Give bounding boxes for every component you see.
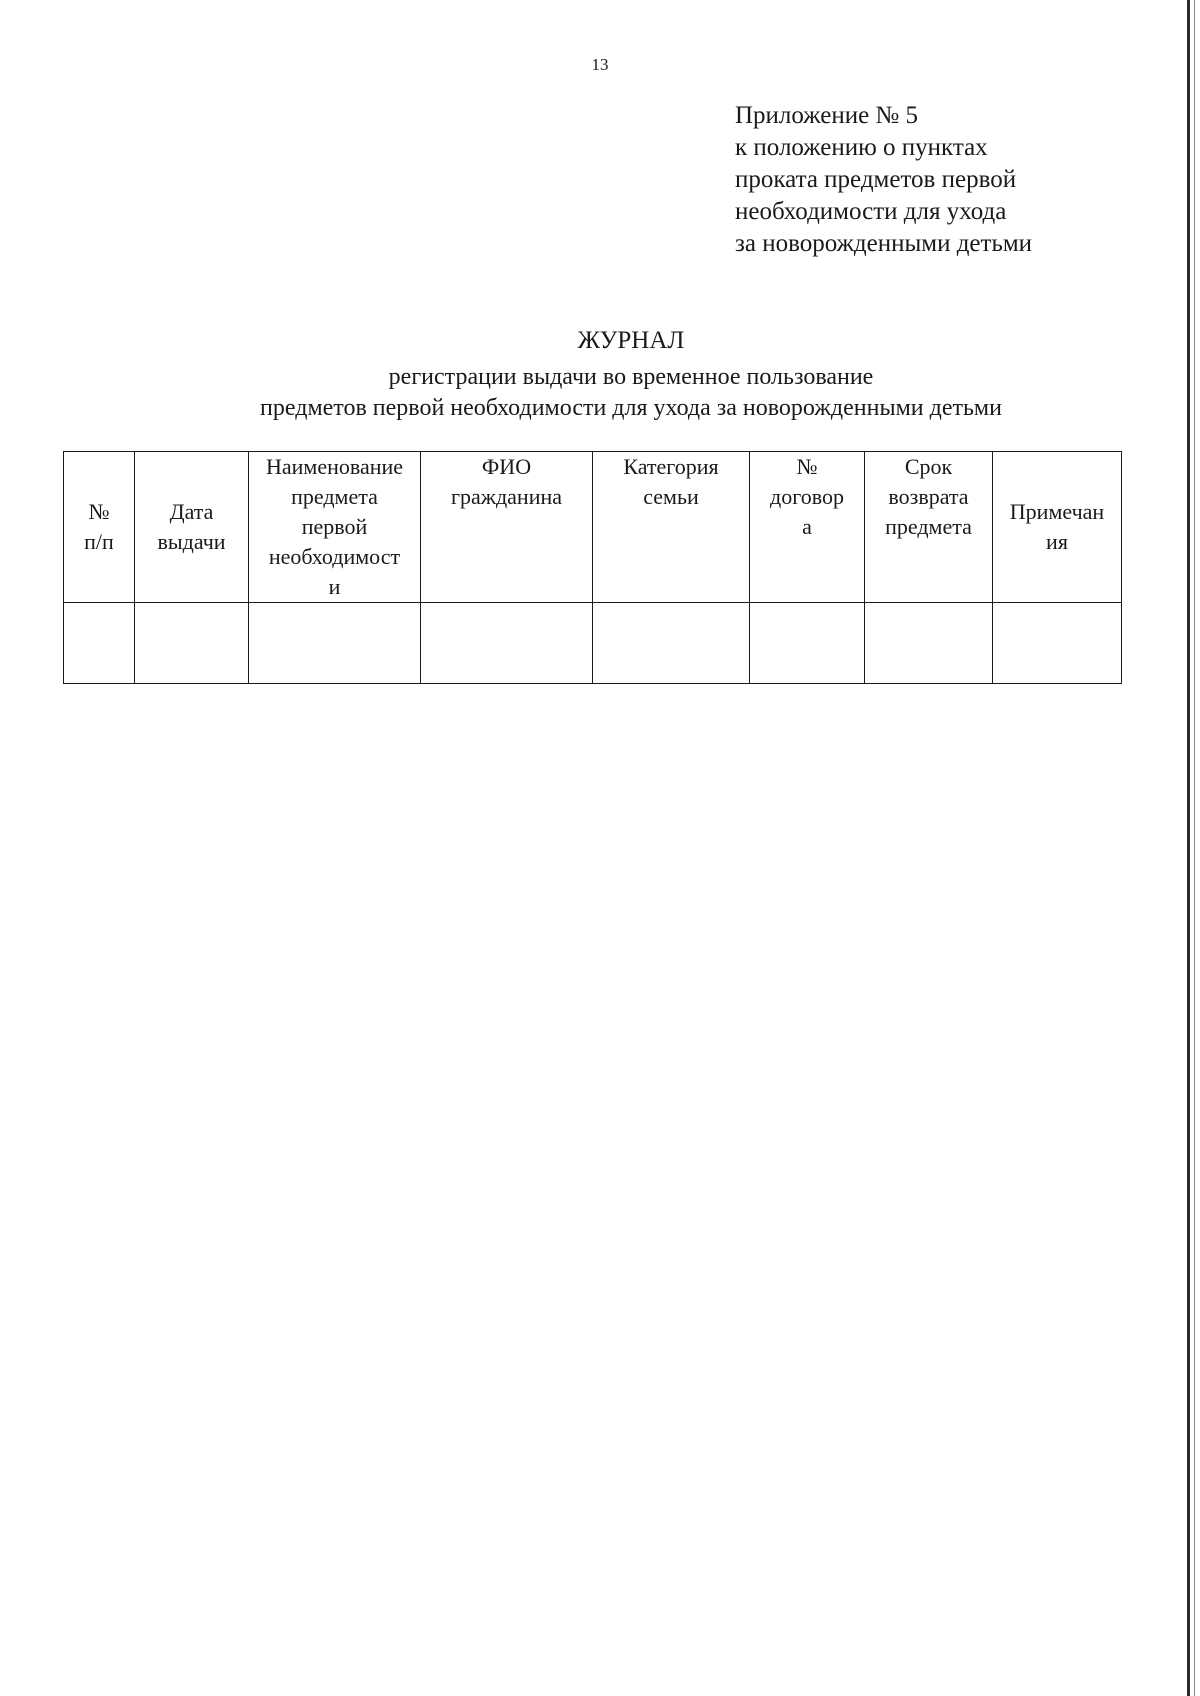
table-header-row [64, 452, 1122, 603]
header-line: договор [770, 484, 844, 509]
table-cell [421, 603, 593, 684]
header-line: Категория [623, 454, 719, 479]
appendix-note [735, 100, 1175, 260]
column-header-notes [993, 452, 1122, 603]
header-line: Примечан [1009, 499, 1105, 524]
journal-title: ЖУРНАЛ [577, 327, 685, 354]
header-line: предмета [291, 484, 378, 509]
table-cell [750, 603, 865, 684]
header-line: первой [301, 514, 368, 539]
header-line: предмета [885, 514, 972, 539]
column-header-contract-number [750, 452, 865, 603]
header-line: ФИО [481, 454, 532, 479]
scan-edge-line [1194, 0, 1195, 1696]
header-line: Наименование [265, 454, 404, 479]
appendix-line: проката предметов первой [735, 166, 1017, 193]
header-line: гражданина [450, 484, 563, 509]
header-line: выдачи [157, 529, 226, 554]
header-line: возврата [888, 484, 969, 509]
header-line: и [328, 574, 341, 599]
header-line: № [796, 454, 818, 479]
journal-subtitle-line: предметов первой необходимости для ухода за новорожденными детьми [260, 395, 1002, 421]
table-cell [593, 603, 750, 684]
header-line: Дата [169, 499, 214, 524]
header-line: № [88, 499, 110, 524]
page-number: 13 [591, 55, 609, 74]
table-row [64, 603, 1122, 684]
appendix-line: к положению о пунктах [735, 134, 988, 161]
header-line: необходимост [268, 544, 401, 569]
scan-edge-line [1187, 0, 1190, 1696]
column-header-family-category [593, 452, 750, 603]
appendix-line: Приложение № 5 [735, 102, 919, 129]
column-header-citizen-name [421, 452, 593, 603]
appendix-line: необходимости для ухода [735, 198, 1007, 225]
table-cell [993, 603, 1122, 684]
header-line: п/п [84, 529, 114, 554]
journal-subtitle-line: регистрации выдачи во временное пользование [388, 364, 874, 390]
appendix-line: за новорожденными детьми [735, 230, 1033, 257]
table-cell [865, 603, 993, 684]
table-cell [64, 603, 135, 684]
header-line: Срок [904, 454, 953, 479]
journal-subtitle [0, 362, 1200, 424]
column-header-item-name [249, 452, 421, 603]
column-header-date [135, 452, 249, 603]
table-cell [135, 603, 249, 684]
header-line: а [802, 514, 812, 539]
header-line: семьи [643, 484, 699, 509]
column-header-number [64, 452, 135, 603]
column-header-return-date [865, 452, 993, 603]
header-line: ия [1046, 529, 1068, 554]
table-cell [249, 603, 421, 684]
registration-table [63, 451, 1122, 684]
